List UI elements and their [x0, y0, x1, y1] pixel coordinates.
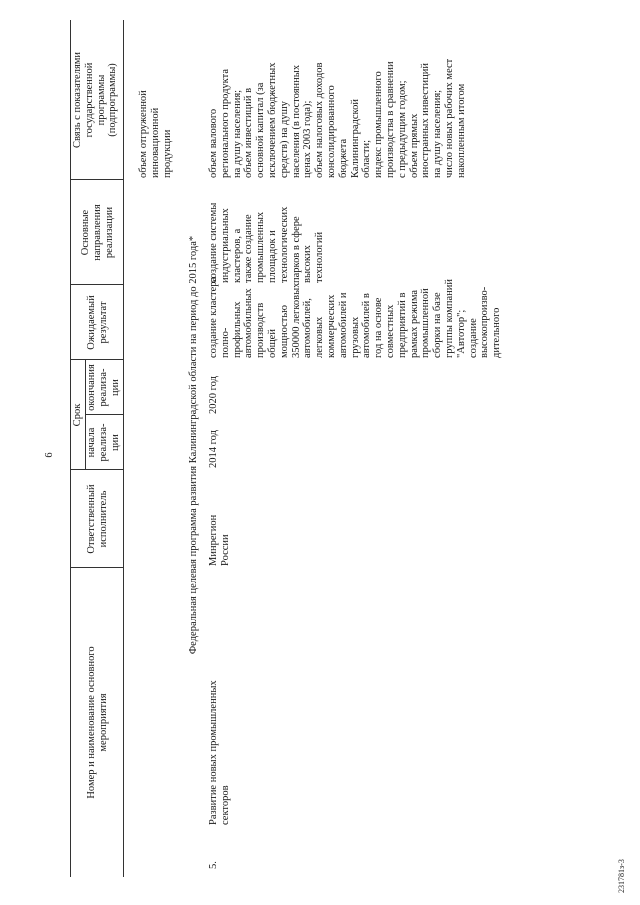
header-col-executor: Ответственный исполнитель: [86, 484, 109, 554]
header-period-start: начала реализа- ции: [86, 423, 121, 462]
row-number: 5.: [208, 861, 219, 869]
header-col-directions: Основные направления реализации: [80, 204, 115, 261]
header-col-number-name: Номер и наименование основного мероприятия: [86, 646, 109, 799]
header-col-indicators: Связь с показателями государственной программы (подпрограммы): [72, 51, 119, 149]
section-title: Федеральная целевая программа развития Калининградской области на период до 2015 года*: [188, 235, 199, 655]
row-indicators: объем валового регионального продукта на душу населения; объем инвестиций в основной капитал (за исключением бюджетных средств) на душу населения (в постоянных ценах 2003 года); объем налоговых доходов консолидированного бюджета Калининградской области; индекс промышленного производства в сравнении с предыдущим годом; объем прямых иностранных инвестиций на душу населения; число новых рабочих мест накопленным итогом: [208, 58, 467, 178]
table-top-rule: [70, 20, 71, 877]
carryover-indicator-text: объем отгруженной инновационной продукции: [138, 90, 173, 178]
row-measure-name: Развитие новых промышленных секторов: [208, 680, 231, 825]
header-period: Срок: [72, 403, 83, 427]
header-period-end: окончания реализа- ции: [86, 364, 121, 411]
page-number: 6: [44, 452, 55, 458]
row-directions: создание системы индустриальных кластеров, а также создание промышленных площадок и технологических парков в сфере высоких технологий: [208, 202, 326, 283]
row-executor: Минрегион России: [208, 514, 231, 566]
row-start-year: 2014 год: [208, 430, 219, 468]
header-bottom-rule: [123, 20, 124, 877]
row-end-year: 2020 год: [208, 376, 219, 414]
document-code: 231781з-3: [617, 859, 626, 893]
header-col-result: Ожидаемый результат: [86, 295, 109, 350]
row-expected-result: создание кластера полно- профильных автомобильных производств общей мощностью 350000 легковых автомобилей, легковых коммерческих автомобилей и грузовых автомобилей в год на основе совместных предприятий в рамках режима промышленной сборки на базе группы компаний "Автотор"; создание высокопроизво- дительного: [208, 276, 503, 358]
